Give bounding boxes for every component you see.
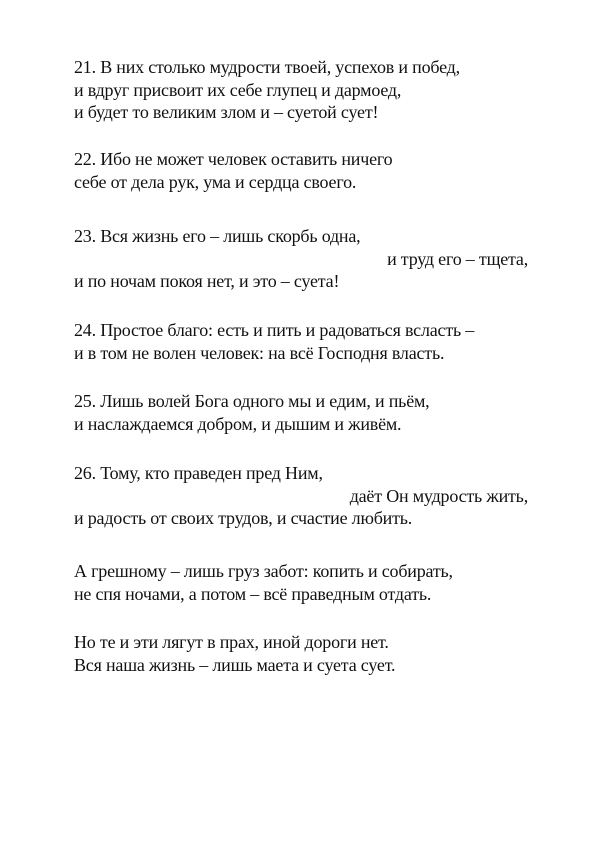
verse-25 — [74, 390, 528, 435]
verse-conclusion — [74, 631, 528, 676]
verse-line-indented: и труд его – тщета, — [387, 248, 528, 269]
verse-line-indented: даёт Он мудрость жить, — [349, 485, 528, 506]
verse-line: и радость от своих трудов, и счастие любить. — [74, 508, 413, 528]
verse-line: 23. Вся жизнь его – лишь скорбь одна, — [74, 226, 361, 246]
verse-line: 21. В них столько мудрости твоей, успехов и побед, — [74, 57, 460, 77]
verse-23 — [74, 225, 528, 293]
verse-line: и в том не волен человек: на всё Господня власть. — [74, 342, 445, 363]
verse-22 — [74, 148, 528, 193]
verse-line: 22. Ибо не может человек оставить ничего — [74, 149, 393, 169]
verse-line: и наслаждаемся добром, и дышим и живём. — [74, 413, 402, 434]
verse-24 — [74, 319, 528, 364]
verse-line: 24. Простое благо: есть и пить и радоваться всласть – — [74, 320, 475, 340]
verse-line: себе от дела рук, ума и сердца своего. — [74, 171, 357, 192]
verse-sinner — [74, 560, 528, 605]
verse-line: Вся наша жизнь – лишь маета и суета сует. — [74, 654, 396, 675]
verse-line: и будет то великим злом и – суетой сует! — [74, 102, 379, 122]
verse-line: 25. Лишь волей Бога одного мы и едим, и пьём, — [74, 391, 430, 411]
verse-line: 26. Тому, кто праведен пред Ним, — [74, 463, 323, 483]
verse-line: и по ночам покоя нет, и это – суета! — [74, 271, 340, 291]
verse-line: А грешному – лишь груз забот: копить и собирать, — [74, 561, 453, 581]
verse-26 — [74, 462, 528, 530]
verse-line: не спя ночами, а потом – всё праведным отдать. — [74, 583, 432, 604]
verse-line: Но те и эти лягут в прах, иной дороги нет. — [74, 632, 389, 652]
verse-21 — [74, 56, 528, 124]
verse-line: и вдруг присвоит их себе глупец и дармоед, — [74, 79, 402, 100]
